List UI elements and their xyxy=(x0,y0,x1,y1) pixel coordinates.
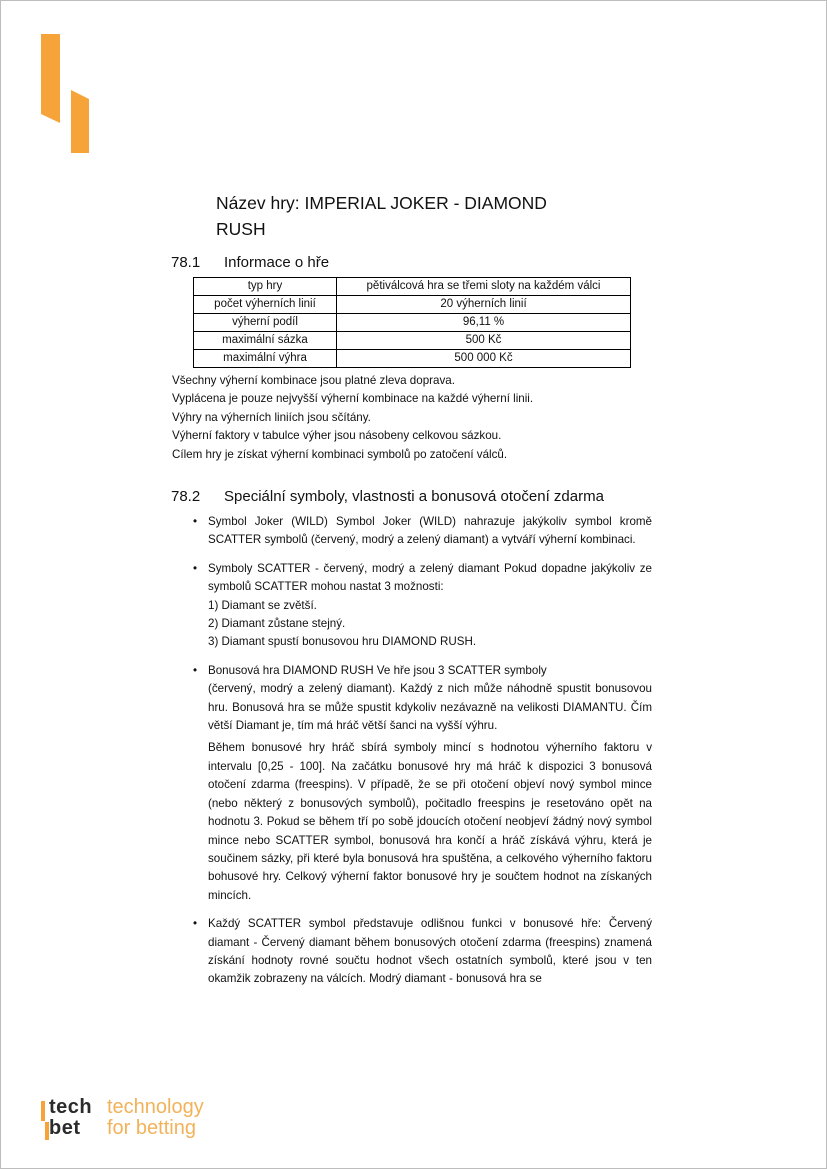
table-key: maximální výhra xyxy=(194,350,337,368)
table-row xyxy=(194,350,631,368)
section-title: Informace o hře xyxy=(224,254,330,271)
logo-word-tech: tech xyxy=(49,1096,93,1118)
bullet-subparagraph: Během bonusové hry hráč sbírá symboly mincí s hodnotou výherního faktoru v intervalu [0,25 - 100]. Na začátku bonusové hry má hráč k dispozici 3 bonusová otočení zdarma (freespins). V případě, že se při otočení objeví nový symbol mince (nebo některý z bonusových symbolů), počitadlo freespins je resetováno opět na hodnotu 3. Pokud se během tří po sobě jdoucích otočení neobjeví žádný nový symbol mince nebo SCATTER symbol, bonusová hra končí a hráč získává výhru, která je součinem sázky, při které byla bonusová hra spuštěna, a celkového výherního faktoru bohusové hry. Celkový výherní faktor bonusové hry je součtem hodnot na získaných mincích. xyxy=(208,741,652,902)
table-key: výherní podíl xyxy=(194,314,337,332)
table-row xyxy=(194,296,631,314)
section-heading-78-2 xyxy=(171,487,604,507)
table-value: 20 výherních linií xyxy=(337,296,631,314)
table-key: typ hry xyxy=(194,278,337,296)
bullet-icon: • xyxy=(193,917,198,931)
table-row xyxy=(194,314,631,332)
table-value: 96,11 % xyxy=(337,314,631,332)
rule-line: Všechny výherní kombinace jsou platné zleva doprava. xyxy=(172,374,455,387)
title-line-1: Název hry: IMPERIAL JOKER - DIAMOND xyxy=(216,193,547,213)
list-item xyxy=(192,560,652,652)
bullet-icon: • xyxy=(193,515,198,528)
numbered-item: 2) Diamant zůstane stejný. xyxy=(208,617,346,631)
numbered-list xyxy=(208,597,652,652)
rule-line: Výherní faktory v tabulce výher jsou násobeny celkovou sázkou. xyxy=(172,429,502,443)
bullet-text: Každý SCATTER symbol představuje odlišnou funkci v bonusové hře: Červený diamant - Červený diamant během bonusových otočení zdarma (freespins) znamená získání hodnoty rovné součtu hodnot všech ostatních symbolů, které jsou v ten okamžik zobrazeny na válcích. Modrý diamant - bonusová hra se xyxy=(208,917,652,986)
game-info-table xyxy=(193,277,631,368)
section-title: Speciální symboly, vlastnosti a bonusová otočení zdarma xyxy=(224,488,604,505)
table-key: maximální sázka xyxy=(194,332,337,350)
footer-logo xyxy=(38,1098,238,1146)
table-row xyxy=(194,332,631,350)
list-item xyxy=(192,915,652,989)
section-heading-78-1 xyxy=(171,253,329,273)
techbet-logo-mark-icon xyxy=(0,0,120,170)
rule-line: Cílem hry je získat výherní kombinaci symbolů po zatočení válců. xyxy=(172,447,508,461)
table-value: pětiválcová hra se třemi sloty na každém válci xyxy=(337,278,631,296)
rules-text xyxy=(172,372,533,464)
table-key: počet výherních linií xyxy=(194,296,337,314)
numbered-item: 1) Diamant se zvětší. xyxy=(208,598,317,612)
bullet-text: Symboly SCATTER - červený, modrý a zelený diamant Pokud dopadne jakýkoliv ze symbolů SCATTER mohou nastat 3 možnosti: xyxy=(208,561,652,594)
title-line-2: RUSH xyxy=(216,219,266,239)
logo-word-bet: bet xyxy=(49,1117,81,1139)
list-item xyxy=(192,513,652,550)
bullet-text: Symbol Joker (WILD) Symbol Joker (WILD) nahrazuje jakýkoliv symbol kromě SCATTER symbolů (červený, modrý a zelený diamant) a vytváří výherní kombinaci. xyxy=(208,515,652,547)
logo-tagline-line2: for betting xyxy=(107,1117,196,1139)
bullet-lead: Bonusová hra DIAMOND RUSH Ve hře jsou 3 SCATTER symboly xyxy=(208,663,547,677)
section-number: 78.2 xyxy=(171,488,201,505)
list-item xyxy=(192,662,652,905)
numbered-item: 3) Diamant spustí bonusovou hru DIAMOND RUSH. xyxy=(208,635,477,649)
footer-logo-bar-icon xyxy=(41,1101,45,1121)
rule-line: Vyplácena je pouze nejvyšší výherní kombinace na každé výherní linii. xyxy=(172,392,534,406)
rule-line: Výhry na výherních liniích jsou sčítány. xyxy=(172,410,371,424)
special-symbols-list xyxy=(192,513,652,999)
logo-bar-left xyxy=(41,34,60,123)
table-value: 500 000 Kč xyxy=(337,350,631,368)
bullet-text: (červený, modrý a zelený diamant). Každý z nich může náhodně spustit bonusovou hru. Bonusová hra se může spustit kdykoliv nezávazně na velikosti DIAMANTU. Čím větší Diamant je, tím má hráč větší šanci na vyšší výhru. xyxy=(208,682,652,733)
logo-tagline-line1: technology xyxy=(107,1096,204,1118)
table-row xyxy=(194,278,631,296)
document-title xyxy=(216,190,576,242)
section-number: 78.1 xyxy=(171,254,201,271)
table-value: 500 Kč xyxy=(337,332,631,350)
bullet-icon: • xyxy=(193,561,198,575)
logo-bar-right xyxy=(71,90,89,153)
bullet-icon: • xyxy=(193,663,198,677)
